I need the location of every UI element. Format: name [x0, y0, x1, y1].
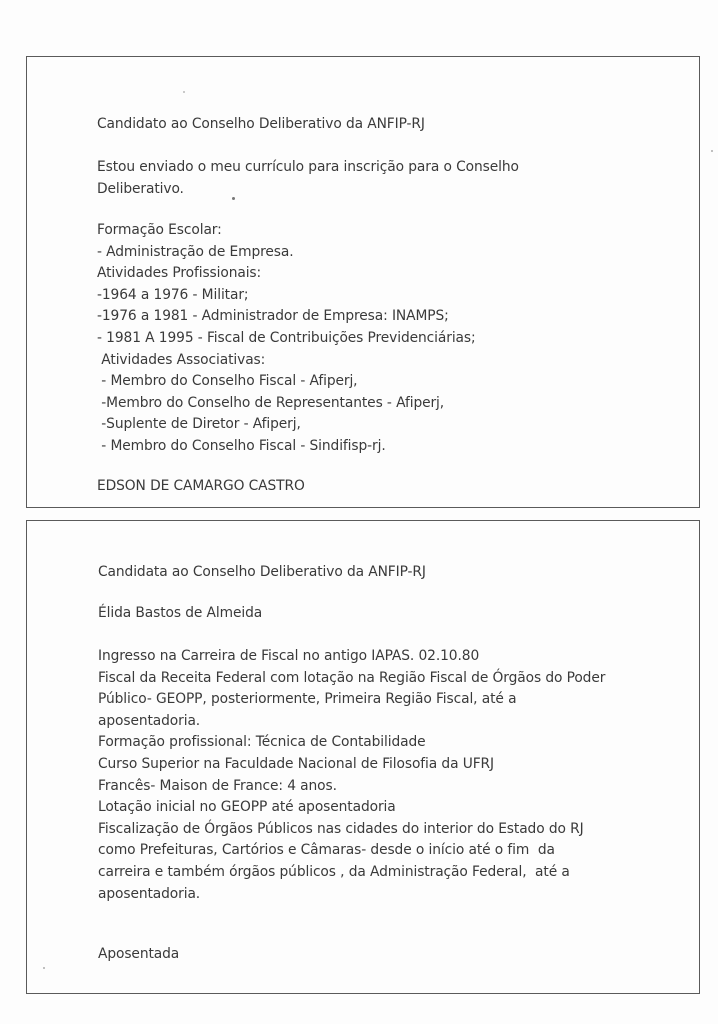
scan-speck: [232, 197, 235, 200]
candidate-1-intro: [97, 157, 519, 200]
candidate-1-name: EDSON DE CAMARGO CASTRO: [97, 478, 305, 494]
candidate-2-name: Élida Bastos de Almeida: [98, 605, 263, 621]
detail-line: - 1981 A 1995 - Fiscal de Contribuições Previdenciárias;: [97, 329, 476, 346]
candidate-2-details: [98, 646, 605, 905]
detail-line: carreira e também órgãos públicos , da Administração Federal, até a: [98, 863, 570, 880]
detail-line: Fiscalização de Órgãos Públicos nas cidades do interior do Estado do RJ: [98, 820, 584, 837]
candidate-2-status: Aposentada: [98, 946, 180, 962]
detail-line: aposentadoria.: [98, 712, 201, 729]
detail-line: Formação profissional: Técnica de Contabilidade: [98, 734, 426, 751]
detail-line: Atividades Associativas:: [97, 351, 266, 368]
candidate-1-details: [97, 220, 476, 458]
scan-speck: [711, 150, 713, 152]
scan-speck: [183, 91, 185, 93]
candidate-1-title: Candidato ao Conselho Deliberativo da ANFIP-RJ: [97, 116, 425, 132]
detail-line: Fiscal da Receita Federal com lotação na Região Fiscal de Órgãos do Poder: [98, 669, 606, 686]
detail-line: Curso Superior na Faculdade Nacional de Filosofia da UFRJ: [98, 755, 495, 772]
detail-line: -1964 a 1976 - Militar;: [97, 286, 249, 303]
detail-line: - Membro do Conselho Fiscal - Sindifisp-rj.: [97, 437, 386, 454]
detail-line: como Prefeituras, Cartórios e Câmaras- desde o início até o fim da: [98, 842, 555, 859]
intro-line: Estou enviado o meu currículo para inscrição para o Conselho: [97, 159, 519, 175]
detail-line: Lotação inicial no GEOPP até aposentadoria: [98, 799, 396, 816]
scan-speck: [43, 967, 45, 969]
detail-line: Formação Escolar:: [97, 222, 222, 238]
detail-line: aposentadoria.: [98, 885, 201, 902]
intro-line: Deliberativo.: [97, 180, 184, 197]
detail-line: -Membro do Conselho de Representantes - Afiperj,: [97, 394, 445, 411]
detail-line: -Suplente de Diretor - Afiperj,: [97, 416, 301, 433]
candidate-2-title: Candidata ao Conselho Deliberativo da ANFIP-RJ: [98, 564, 426, 580]
detail-line: -1976 a 1981 - Administrador de Empresa: INAMPS;: [97, 308, 449, 325]
detail-line: Público- GEOPP, posteriormente, Primeira Região Fiscal, até a: [98, 691, 517, 708]
detail-line: - Administração de Empresa.: [97, 243, 294, 260]
detail-line: - Membro do Conselho Fiscal - Afiperj,: [97, 373, 358, 390]
detail-line: Ingresso na Carreira de Fiscal no antigo IAPAS. 02.10.80: [98, 648, 480, 664]
detail-line: Francês- Maison de France: 4 anos.: [98, 777, 337, 794]
detail-line: Atividades Profissionais:: [97, 265, 262, 282]
